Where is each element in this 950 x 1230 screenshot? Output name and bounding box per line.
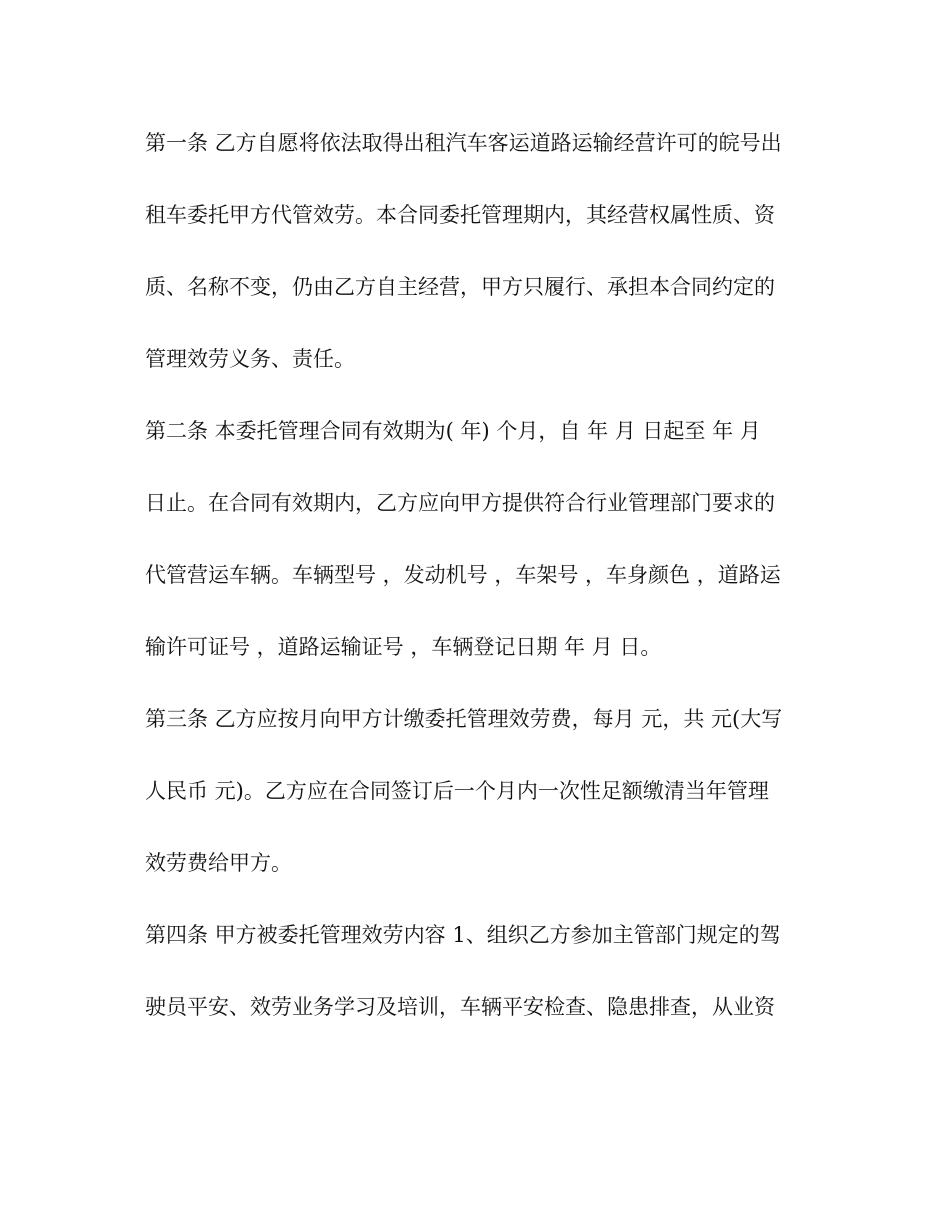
text-line: 租车委托甲方代管效劳。本合同委托管理期内，其经营权属性质、资 (145, 203, 775, 227)
text-line-article-1: 第一条 乙方自愿将依法取得出租汽车客运道路运输经营许可的皖号出 (145, 131, 782, 155)
text-line: 日止。在合同有效期内，乙方应向甲方提供符合行业管理部门要求的 (145, 491, 775, 515)
text-line-article-2: 第二条 本委托管理合同有效期为( 年) 个月，自 年 月 日起至 年 月 (145, 419, 761, 443)
text-line: 效劳费给甲方。 (145, 851, 292, 875)
text-line-article-4: 第四条 甲方被委托管理效劳内容 1、组织乙方参加主管部门规定的驾 (145, 923, 781, 947)
text-line: 质、名称不变，仍由乙方自主经营，甲方只履行、承担本合同约定的 (145, 275, 775, 299)
text-line: 人民币 元)。乙方应在合同签订后一个月内一次性足额缴清当年管理 (145, 779, 769, 803)
text-line: 驶员平安、效劳业务学习及培训，车辆平安检查、隐患排查，从业资 (145, 995, 775, 1019)
text-line: 管理效劳义务、责任。 (145, 347, 355, 371)
text-line: 输许可证号 ，道路运输证号 ，车辆登记日期 年 月 日。 (145, 635, 662, 659)
text-line: 代管营运车辆。车辆型号 ，发动机号 ，车架号 ，车身颜色 ，道路运 (145, 563, 781, 587)
contract-text-body (145, 130, 825, 1020)
text-line-article-3: 第三条 乙方应按月向甲方计缴委托管理效劳费，每月 元，共 元(大写 (145, 707, 783, 731)
